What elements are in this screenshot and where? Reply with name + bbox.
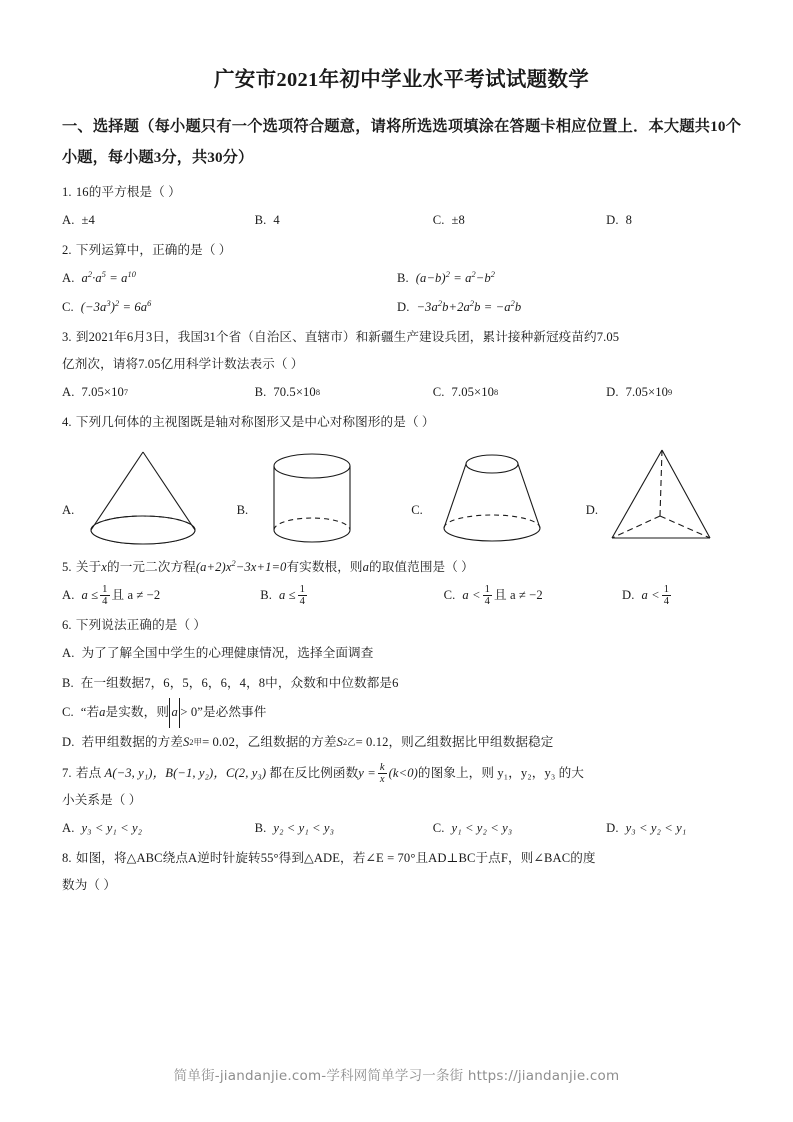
- option-c-tag: C.: [432, 820, 445, 835]
- question-5-text-mid: 的一元二次方程: [107, 560, 196, 575]
- option-b-text: 4: [273, 213, 280, 228]
- option-b-fraction: [298, 584, 307, 607]
- option-d-text: y₃ < y₂ < y₁: [625, 820, 687, 835]
- option-a[interactable]: [62, 264, 397, 293]
- option-d[interactable]: [397, 293, 732, 322]
- question-5: [62, 554, 741, 610]
- question-5-number: 5.: [62, 560, 72, 575]
- question-4: [62, 409, 741, 552]
- question-7: [62, 760, 741, 843]
- question-6-text: 下列说法正确的是（ ）: [75, 618, 207, 633]
- question-1-options: [62, 206, 741, 235]
- question-7-condition: (k<0): [388, 765, 418, 780]
- question-2-options-row1: [62, 264, 741, 293]
- option-b-tag: B.: [254, 385, 267, 400]
- option-c[interactable]: [444, 581, 622, 610]
- option-c[interactable]: [433, 814, 606, 843]
- option-b-base: 70.5×10: [273, 385, 316, 400]
- option-a-tag: A.: [62, 820, 75, 835]
- question-6: [62, 612, 741, 757]
- figure-option-c[interactable]: [411, 442, 586, 552]
- triangular-pyramid-icon: [602, 442, 722, 552]
- fraction-numerator: k: [379, 761, 385, 773]
- option-d-middle: ，乙组数据的方差: [234, 734, 337, 749]
- question-3-number: 3.: [62, 329, 72, 344]
- question-2-text: 下列运算中，正确的是（ ）: [75, 243, 232, 258]
- question-7-number: 7.: [62, 765, 72, 780]
- fraction-numerator: 1: [663, 583, 670, 595]
- frustum-icon: [427, 442, 557, 552]
- question-6-stem: [62, 612, 741, 639]
- option-b-tag: B.: [62, 675, 74, 690]
- option-c-text: ±8: [451, 213, 465, 228]
- question-3: [62, 324, 741, 407]
- question-1-text: 16的平方根是（ ）: [75, 185, 181, 199]
- option-d-tag: D.: [606, 385, 619, 400]
- option-c-tag: C.: [62, 705, 74, 720]
- option-b-tag: B.: [254, 213, 267, 228]
- option-d-tag: D.: [397, 300, 410, 315]
- question-7-points: A(−3, y₁)，B(−1, y₂)，C(2, y₃): [104, 765, 267, 780]
- option-d-text: 8: [625, 213, 633, 228]
- option-c-suffix: > 0”是必然事件: [180, 705, 267, 720]
- question-4-number: 4.: [62, 415, 72, 430]
- question-5-text-end: 的取值范围是（ ）: [369, 560, 474, 575]
- variance-symbol-yi: S: [336, 734, 343, 749]
- option-b-tag: B.: [397, 271, 409, 286]
- option-c[interactable]: [62, 293, 397, 322]
- fraction-denominator: 4: [102, 595, 108, 607]
- question-2-number: 2.: [62, 243, 72, 258]
- option-c[interactable]: [62, 698, 741, 728]
- option-d-tag: D.: [606, 213, 619, 228]
- question-7-stem-line2: 小关系是（ ）: [62, 792, 142, 807]
- option-a-tag: A.: [62, 213, 75, 228]
- question-7-text-a: 若点: [75, 765, 102, 780]
- option-d[interactable]: D. 若甲组数据的方差 S 2 甲 = 0.02 ，乙组数据的方差 S 2 乙 = 0.12 ，则乙组数据比甲组数据稳定: [62, 728, 741, 758]
- option-d-tag: D.: [606, 820, 619, 835]
- option-c-suffix: 且 a ≠ −2: [494, 588, 543, 603]
- question-5-options: [62, 581, 741, 610]
- question-8-number: 8.: [62, 850, 72, 865]
- option-c-middle: 是实数，则: [105, 705, 170, 720]
- question-5-variable-2: a: [362, 560, 370, 575]
- question-1: [62, 179, 741, 235]
- option-a[interactable]: A. 7.05×10 7: [62, 378, 255, 407]
- variance-value-yi: = 0.12: [355, 734, 389, 749]
- question-7-fraction: [378, 762, 387, 785]
- fraction-denominator: 4: [299, 595, 306, 607]
- option-d-tag: D.: [622, 588, 635, 603]
- question-5-text-pre: 关于: [75, 560, 102, 575]
- question-8-text-line1: 如图，将△ABC绕点A逆时针旋转55°得到△ADE，若∠E = 70°且AD⊥BC于点F，则∠BAC的度: [75, 850, 596, 865]
- question-3-text-line1: 到2021年6月3日，我国31个省（自治区、直辖市）和新疆生产建设兵团，累计接种新冠疫苗约7.05: [75, 329, 620, 344]
- option-b-tag: B.: [260, 588, 272, 603]
- question-4-stem: [62, 409, 741, 436]
- figure-option-a[interactable]: [62, 442, 237, 552]
- option-a-text: 为了了解全国中学生的心理健康情况，选择全面调查: [81, 646, 374, 661]
- fraction-numerator: 1: [102, 583, 108, 595]
- option-d-suffix: ，则乙组数据比甲组数据稳定: [388, 734, 554, 749]
- variance-value-jia: = 0.02: [202, 734, 235, 749]
- variance-symbol-jia: S: [183, 734, 190, 749]
- option-b[interactable]: [255, 206, 433, 235]
- section-header: 一、选择题（每小题只有一个选项符合题意，请将所选选项填涂在答题卡相应位置上．本大题共10个小题，每小题3分，共30分）: [62, 117, 741, 166]
- option-c-expression: $(-3a^3)^2 = 6a^6$: [80, 298, 152, 315]
- option-a[interactable]: [62, 206, 255, 235]
- option-a-tag: A.: [62, 588, 75, 603]
- option-a[interactable]: [62, 814, 255, 843]
- cylinder-icon: [252, 442, 372, 552]
- option-c-tag: C.: [443, 588, 456, 603]
- option-c-tag: C.: [62, 300, 74, 315]
- option-c-fraction: [483, 584, 492, 607]
- option-d[interactable]: [622, 581, 741, 610]
- question-7-options: [62, 814, 741, 843]
- option-d[interactable]: D. 7.05×10 9: [606, 378, 741, 407]
- figure-c-tag: C.: [411, 502, 423, 517]
- option-a-base: 7.05×10: [81, 385, 124, 400]
- question-7-text-b: 都在反比例函数: [269, 765, 359, 780]
- question-3-stem-line2: 亿剂次，请将7.05亿用科学计数法表示（ ）: [62, 357, 304, 372]
- option-b-expression: $(a-b)^2 = a^2-b^2$: [415, 269, 495, 286]
- option-a[interactable]: [62, 581, 260, 610]
- option-a-fraction: [100, 584, 109, 607]
- option-a-tag: A.: [62, 385, 75, 400]
- option-d[interactable]: [606, 814, 741, 843]
- question-2-options-row2: [62, 293, 741, 322]
- option-a-prefix: a ≤: [81, 588, 99, 603]
- figure-option-b[interactable]: [237, 442, 412, 552]
- option-c[interactable]: C. 7.05×10 8: [433, 378, 606, 407]
- figure-option-d[interactable]: [586, 442, 741, 552]
- question-8-stem-line1: [62, 845, 741, 872]
- option-c-prefix: “若: [80, 705, 100, 720]
- option-d-expression: $-3a^2b+2a^2b = -a^2b$: [416, 298, 522, 315]
- option-b[interactable]: B. 70.5×10 8: [255, 378, 433, 407]
- option-a[interactable]: [62, 639, 741, 669]
- question-7-text-c: 的图象上，则 y₁，y₂，y₃ 的大: [417, 765, 585, 780]
- option-b-text: 在一组数据7，6，5，6，6，4，8中，众数和中位数都是6: [80, 675, 399, 690]
- question-7-stem-line1: [62, 760, 741, 787]
- page-title: 广安市2021年初中学业水平考试试题数学: [214, 69, 589, 91]
- fraction-denominator: 4: [663, 595, 670, 607]
- question-8-stem-line2: 数为（ ）: [62, 877, 117, 892]
- option-c-base: 7.05×10: [451, 385, 494, 400]
- question-7-function: y =: [358, 765, 376, 780]
- option-d-prefix: 若甲组数据的方差: [81, 734, 184, 749]
- question-3-options: [62, 378, 741, 407]
- option-c-text: y₁ < y₂ < y₃: [451, 820, 513, 835]
- question-5-variable: x: [101, 560, 107, 575]
- fraction-denominator: 4: [484, 595, 491, 607]
- question-5-equation: $(a+2)x^2-3x+1=0$: [195, 558, 287, 575]
- option-b-prefix: a ≤: [279, 588, 296, 603]
- option-d-base: 7.05×10: [625, 385, 669, 400]
- option-c-tag: C.: [432, 213, 445, 228]
- question-1-number: 1.: [62, 185, 72, 199]
- option-b-text: y₂ < y₁ < y₃: [273, 820, 335, 835]
- question-5-stem: [62, 554, 741, 581]
- option-a-text: ±4: [81, 213, 95, 228]
- option-b[interactable]: [255, 814, 433, 843]
- fraction-denominator: x: [379, 773, 385, 785]
- question-6-number: 6.: [62, 618, 72, 633]
- cone-icon: [78, 442, 208, 552]
- figure-a-tag: A.: [62, 502, 75, 517]
- option-d-tag: D.: [62, 734, 75, 749]
- question-3-stem-line1: [62, 324, 741, 351]
- option-c-tag: C.: [432, 385, 445, 400]
- question-8: [62, 845, 741, 899]
- option-c-variable: a: [99, 705, 106, 720]
- option-a-tag: A.: [62, 646, 75, 661]
- option-d[interactable]: [606, 206, 741, 235]
- option-a-suffix: 且 a ≠ −2: [111, 588, 161, 603]
- option-d-prefix: a <: [641, 588, 660, 603]
- option-b[interactable]: [397, 264, 732, 293]
- option-b[interactable]: [260, 581, 443, 610]
- option-a-tag: A.: [62, 271, 75, 286]
- question-4-figures: [62, 442, 741, 552]
- option-a-text: y₃ < y₁ < y₂: [81, 820, 143, 835]
- question-2: [62, 237, 741, 322]
- question-2-stem: [62, 237, 741, 264]
- option-b[interactable]: [62, 669, 741, 699]
- option-c-prefix: a <: [462, 588, 481, 603]
- option-a-expression: $a^2\cdot a^5 = a^{10}$: [81, 269, 137, 286]
- fraction-numerator: 1: [299, 583, 306, 595]
- option-d-fraction: [662, 584, 671, 607]
- fraction-numerator: 1: [484, 583, 491, 595]
- figure-b-tag: B.: [236, 502, 249, 517]
- question-5-text-post: 有实数根，则: [286, 560, 363, 575]
- figure-d-tag: D.: [585, 502, 599, 517]
- question-4-text: 下列几何体的主视图既是轴对称图形又是中心对称图形的是（ ）: [75, 415, 435, 430]
- footer-watermark: 简单街-jiandanjie.com-学科网简单学习一条街 https://jiandanjie.com: [173, 1068, 620, 1084]
- absolute-value-notation: a: [169, 698, 180, 728]
- option-b-tag: B.: [254, 820, 267, 835]
- question-1-stem: [62, 179, 741, 206]
- option-c[interactable]: [433, 206, 606, 235]
